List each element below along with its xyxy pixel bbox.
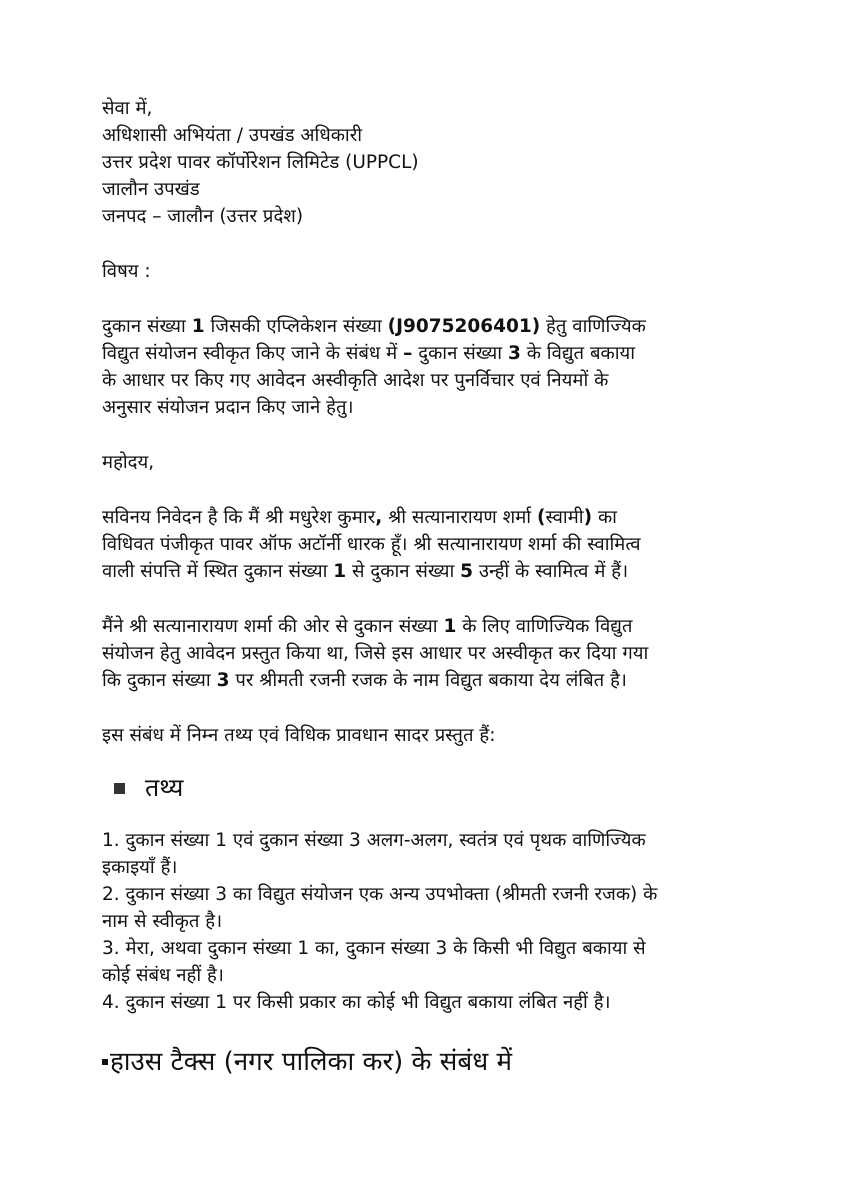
subject-line: अनुसार संयोजन प्रदान किए जाने हेतु।: [102, 397, 354, 418]
address-line: सेवा में,: [102, 98, 153, 119]
shop-number-bold: 1: [191, 316, 205, 337]
recipient-address: [102, 95, 742, 230]
text-run: के विद्युत बकाया: [520, 343, 636, 364]
application-number: (J9075206401): [387, 316, 541, 337]
address-line: उत्तर प्रदेश पावर कॉर्पोरेशन लिमिटेड (UPPCL): [102, 152, 419, 173]
fact-item: 2. दुकान संख्या 3 का विद्युत संयोजन एक अन्य उपभोक्ता (श्रीमती रजनी रजक) के: [102, 884, 658, 905]
square-bullet-icon: [114, 783, 125, 794]
text-run: ): [583, 507, 593, 528]
text-run: जिसकी एप्लिकेशन संख्या: [204, 316, 388, 337]
text-run: हेतु वाणिज्यिक: [540, 316, 646, 337]
fact-item: 3. मेरा, अथवा दुकान संख्या 1 का, दुकान संख्या 3 के किसी भी विद्युत बकाया से: [102, 938, 646, 959]
dash-bold: –: [403, 343, 413, 364]
house-tax-heading-text: हाउस टैक्स (नगर पालिका कर) के संबंध में: [110, 1047, 512, 1077]
paragraph-facts-intro: इस संबंध में निम्न तथ्य एवं विधिक प्रावधान सादर प्रस्तुत हैं:: [102, 725, 496, 746]
paragraph-intro: [102, 504, 742, 585]
letter-body: [102, 95, 742, 1080]
paragraph-application: [102, 613, 742, 694]
text-run: विद्युत संयोजन स्वीकृत किए जाने के संबंध में: [102, 343, 404, 364]
text-run: दुकान संख्या: [412, 343, 508, 364]
salutation: महोदय,: [102, 452, 155, 473]
address-line: अधिशासी अभियंता / उपखंड अधिकारी: [102, 125, 363, 146]
fact-item: कोई संबंध नहीं है।: [102, 965, 224, 986]
facts-heading-text: तथ्य: [145, 773, 184, 802]
fact-item: 1. दुकान संख्या 1 एवं दुकान संख्या 3 अलग-अलग, स्वतंत्र एवं पृथक वाणिज्यिक: [102, 830, 646, 851]
subject-line: के आधार पर किए गए आवेदन अस्वीकृति आदेश पर पुनर्विचार एवं नियमों के: [102, 370, 609, 391]
shop-number-bold: 5: [460, 561, 474, 582]
text-run: से दुकान संख्या: [346, 561, 461, 582]
text-run: श्री सत्यानारायण शर्मा: [382, 507, 537, 528]
shop-number-bold: 1: [333, 561, 347, 582]
text-run: ,: [375, 507, 383, 528]
subject-text: [102, 313, 742, 421]
address-line: जनपद – जालौन (उत्तर प्रदेश): [102, 206, 304, 227]
fact-item: नाम से स्वीकृत है।: [102, 911, 223, 932]
fact-item: इकाइयाँ हैं।: [102, 857, 178, 878]
facts-list: [102, 827, 742, 1016]
shop-number-bold: 3: [507, 343, 521, 364]
subject-label: विषय :: [102, 261, 151, 282]
paragraph-line: विधिवत पंजीकृत पावर ऑफ अटॉर्नी धारक हूँ। श्री सत्यानारायण शर्मा की स्वामित्व: [102, 534, 641, 555]
text-run: के लिए वाणिज्यिक विद्युत: [456, 616, 633, 637]
text-run: दुकान संख्या: [102, 316, 192, 337]
text-run: मैंने श्री सत्यानारायण शर्मा की ओर से दुकान संख्या: [102, 616, 444, 637]
text-run: पर श्रीमती रजनी रजक के नाम विद्युत बकाया देय लंबित है।: [229, 670, 627, 691]
text-run: (: [536, 507, 546, 528]
facts-heading: [102, 771, 742, 805]
fact-item: 4. दुकान संख्या 1 पर किसी प्रकार का कोई भी विद्युत बकाया लंबित नहीं है।: [102, 992, 611, 1013]
text-run: सविनय निवेदन है कि मैं श्री मधुरेश कुमार: [102, 507, 376, 528]
paragraph-line: संयोजन हेतु आवेदन प्रस्तुत किया था, जिसे इस आधार पर अस्वीकृत कर दिया गया: [102, 643, 649, 664]
text-run: स्वामी: [545, 507, 584, 528]
shop-number-bold: 3: [216, 670, 230, 691]
text-run: उन्हीं के स्वामित्व में हैं।: [473, 561, 629, 582]
text-run: वाली संपत्ति में स्थित दुकान संख्या: [102, 561, 334, 582]
house-tax-heading: [102, 1044, 742, 1080]
square-bullet-icon: [102, 1059, 108, 1065]
address-line: जालौन उपखंड: [102, 179, 200, 200]
text-run: कि दुकान संख्या: [102, 670, 217, 691]
text-run: का: [592, 507, 617, 528]
shop-number-bold: 1: [443, 616, 457, 637]
